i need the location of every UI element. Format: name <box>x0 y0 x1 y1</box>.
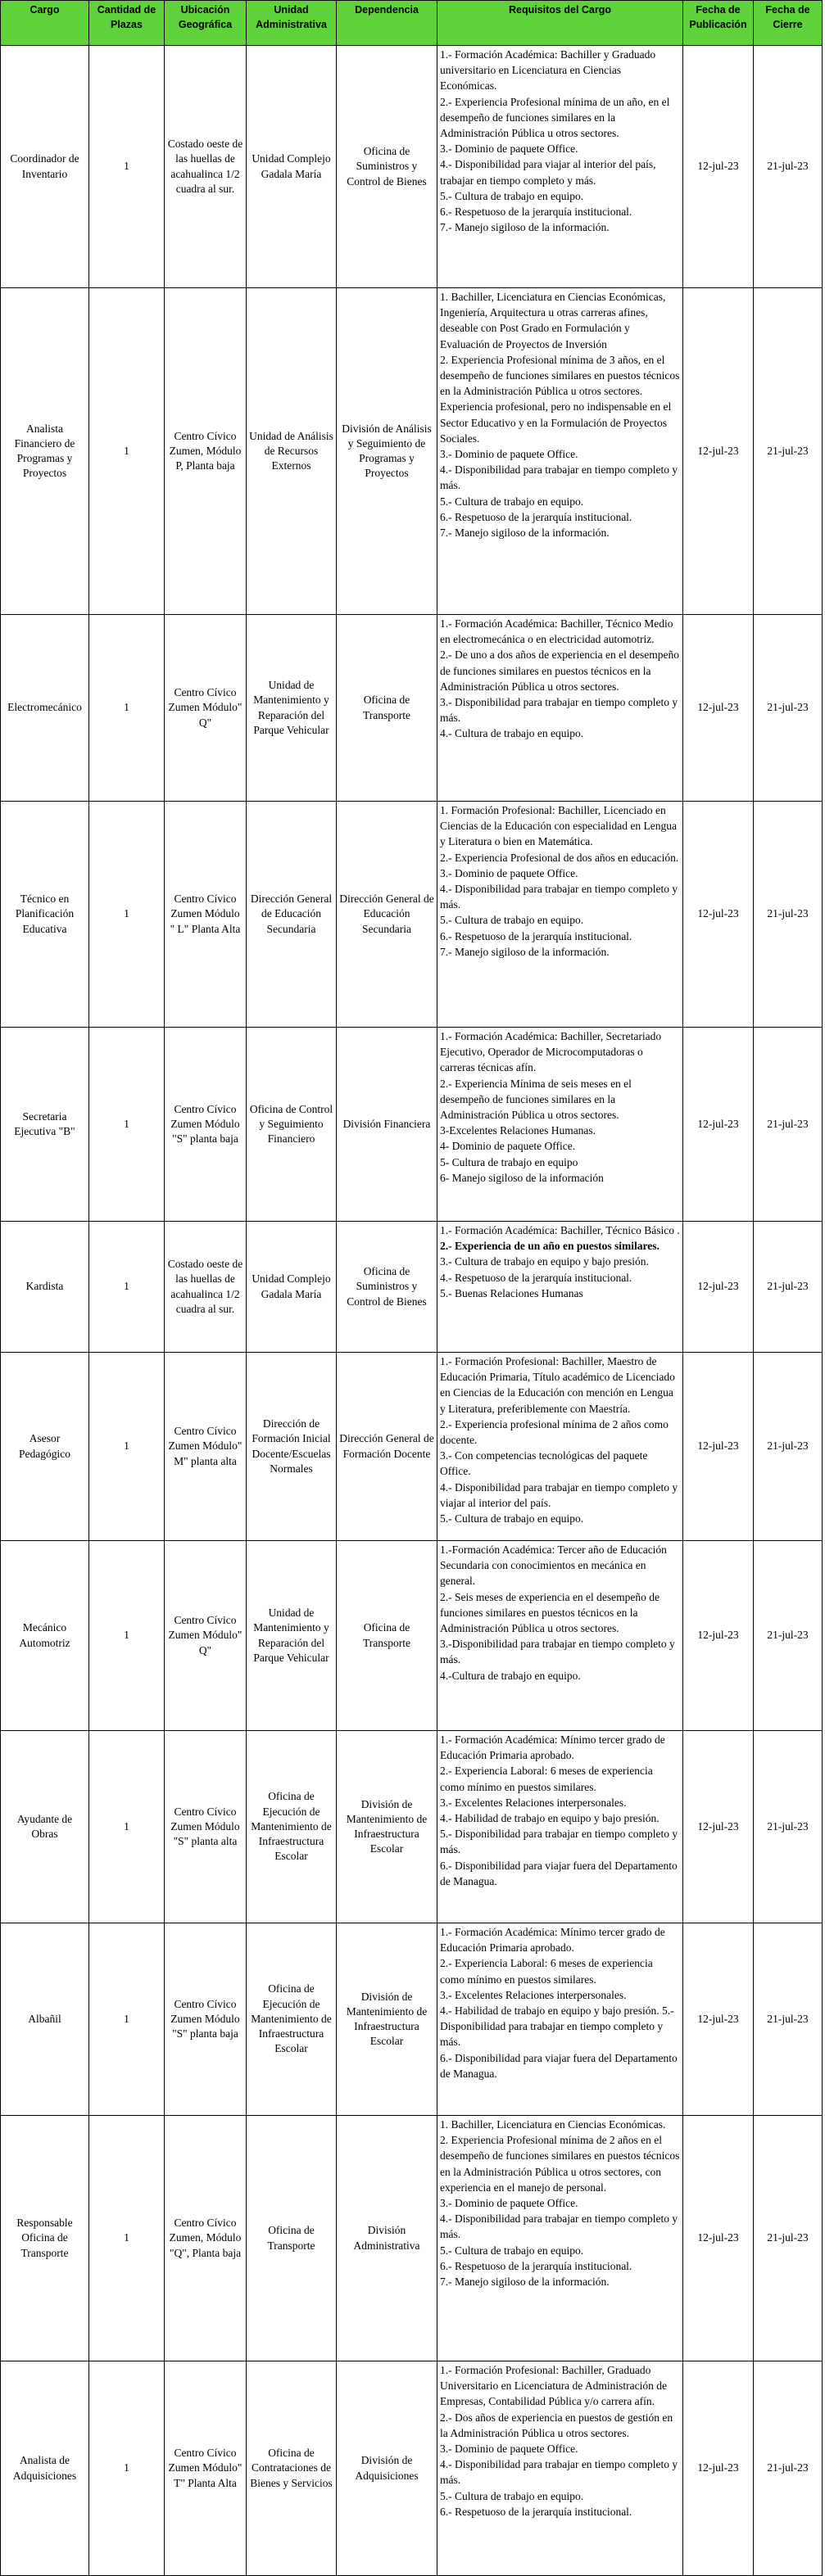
fecha-publicacion-cell: 12-jul-23 <box>683 802 754 1028</box>
fecha-publicacion-cell: 12-jul-23 <box>683 1541 754 1731</box>
requisito-item: 7.- Manejo sigiloso de la información. <box>440 221 610 234</box>
cargo-cell: Secretaria Ejecutiva "B" <box>1 1028 89 1222</box>
plazas-cell: 1 <box>89 615 165 802</box>
plazas-cell: 1 <box>89 1353 165 1541</box>
fecha-cierre-cell: 21-jul-23 <box>754 1222 823 1353</box>
requisitos-cell <box>437 1222 683 1353</box>
dependencia-cell: División de Adquisiciones <box>337 2361 437 2576</box>
fecha-cierre-cell: 21-jul-23 <box>754 288 823 615</box>
ubicacion-cell: Centro Cívico Zumen, Módulo P, Planta baja <box>165 288 247 615</box>
ubicacion-cell: Centro Cívico Zumen Módulo" M" planta alta <box>165 1353 247 1541</box>
dependencia-cell: Dirección General de Formación Docente <box>337 1353 437 1541</box>
requisito-item: 4- Dominio de paquete Office. <box>440 1140 576 1153</box>
fecha-cierre-cell: 21-jul-23 <box>754 802 823 1028</box>
ubicacion-cell: Centro Cívico Zumen Módulo " L" Planta Alta <box>165 802 247 1028</box>
cargo-cell: Analista Financiero de Programas y Proyectos <box>1 288 89 615</box>
cargo-cell: Electromecánico <box>1 615 89 802</box>
requisito-item: 4.- Disponibilidad para trabajar en tiempo completo y viajar al interior del país. <box>440 1480 678 1509</box>
fecha-publicacion-cell: 12-jul-23 <box>683 46 754 288</box>
fecha-cierre-cell: 21-jul-23 <box>754 46 823 288</box>
dependencia-cell: Oficina de Transporte <box>337 615 437 802</box>
requisito-item: 1. Formación Profesional: Bachiller, Licenciado en Ciencias de la Educación con especialidad en Lengua y Literatura o bien en Matemática. <box>440 804 677 848</box>
requisito-item: 3.- Excelentes Relaciones interpersonales. <box>440 1988 627 2001</box>
unidad-cell: Dirección General de Educación Secundaria <box>247 802 337 1028</box>
requisito-item: 5- Cultura de trabajo en equipo <box>440 1155 578 1168</box>
header-ubicacion: Ubicación Geográfica <box>165 1 247 46</box>
requisito-item: 6- Manejo sigiloso de la información <box>440 1171 604 1184</box>
requisito-item: 3.- Excelentes Relaciones interpersonales. <box>440 1796 627 1809</box>
plazas-cell: 1 <box>89 46 165 288</box>
requisito-item: 5.- Cultura de trabajo en equipo. <box>440 189 584 202</box>
requisitos-cell <box>437 288 683 615</box>
requisitos-cell <box>437 1353 683 1541</box>
unidad-cell: Unidad de Análisis de Recursos Externos <box>247 288 337 615</box>
unidad-cell: Oficina de Control y Seguimiento Financiero <box>247 1028 337 1222</box>
requisito-item: 4.- Disponibilidad para trabajar en tiempo completo y más. <box>440 463 678 492</box>
ubicacion-cell: Costado oeste de las huellas de acahualinca 1/2 cuadra al sur. <box>165 46 247 288</box>
requisito-item: 2.- Experiencia profesional mínima de 2 años como docente. <box>440 1417 669 1447</box>
requisitos-cell <box>437 802 683 1028</box>
table-row <box>1 615 823 802</box>
requisito-item: 2.- Experiencia Laboral: 6 meses de experiencia como mínimo en puestos similares. <box>440 1765 653 1793</box>
table-header <box>1 1 823 46</box>
requisito-item: 3.- Dominio de paquete Office. <box>440 2197 578 2210</box>
requisito-item: 4.- Respetuoso de la jerarquía institucional. <box>440 1271 632 1284</box>
header-row <box>1 1 823 46</box>
fecha-cierre-cell: 21-jul-23 <box>754 1541 823 1731</box>
requisito-item: 1.- Formación Académica: Bachiller y Graduado universitario en Licenciatura en Ciencias Económicas. <box>440 48 656 93</box>
fecha-publicacion-cell: 12-jul-23 <box>683 615 754 802</box>
plazas-cell: 1 <box>89 1731 165 1923</box>
header-dependencia: Dependencia <box>337 1 437 46</box>
dependencia-cell: División de Mantenimiento de Infraestructura Escolar <box>337 1731 437 1923</box>
requisito-item: 2.- Experiencia Profesional de dos años en educación. <box>440 851 679 864</box>
requisito-item: 1. Bachiller, Licenciatura en Ciencias Económicas, Ingeniería, Arquitectura u otras carreras afines, deseable con Post Grado en Formulación y Evaluación de Proyectos de Inversión <box>440 291 666 350</box>
requisito-item: 3.- Disponibilidad para trabajar en tiempo completo y más. <box>440 696 678 725</box>
header-fecha-publicacion: Fecha de Publicación <box>683 1 754 46</box>
fecha-cierre-cell: 21-jul-23 <box>754 1923 823 2116</box>
fecha-publicacion-cell: 12-jul-23 <box>683 1731 754 1923</box>
unidad-cell: Unidad de Mantenimiento y Reparación del Parque Vehicular <box>247 615 337 802</box>
fecha-cierre-cell: 21-jul-23 <box>754 1028 823 1222</box>
requisito-item: 4.- Habilidad de trabajo en equipo y bajo presión. 5.- Disponibilidad para trabajar en tiempo completo y más. <box>440 2004 674 2049</box>
requisito-item: 1. Bachiller, Licenciatura en Ciencias Económicas. <box>440 2118 666 2131</box>
ubicacion-cell: Centro Cívico Zumen Módulo "S" planta baja <box>165 1923 247 2116</box>
requisito-item: 3.- Dominio de paquete Office. <box>440 448 578 461</box>
requisito-item: 4.- Disponibilidad para trabajar en tiempo completo y más. <box>440 2212 678 2241</box>
plazas-cell: 1 <box>89 2361 165 2576</box>
requisitos-cell <box>437 615 683 802</box>
fecha-publicacion-cell: 12-jul-23 <box>683 2116 754 2361</box>
plazas-cell: 1 <box>89 1222 165 1353</box>
table-row <box>1 1923 823 2116</box>
requisito-item: 2. Experiencia Profesional mínima de 2 años en el desempeño de funciones similares en puestos técnicos en la Administración Pública u otros sectores, con experiencia en el manejo de personal. <box>440 2134 680 2194</box>
requisito-item: 4.- Cultura de trabajo en equipo. <box>440 727 584 740</box>
plazas-cell: 1 <box>89 2116 165 2361</box>
table-row <box>1 1353 823 1541</box>
ubicacion-cell: Centro Cívico Zumen Módulo" T" Planta Alta <box>165 2361 247 2576</box>
requisito-item: 2.- Dos años de experiencia en puestos de gestión en la Administración Pública u otros sectores. <box>440 2411 673 2439</box>
dependencia-cell: División Financiera <box>337 1028 437 1222</box>
requisito-item: 4.- Habilidad de trabajo en equipo y bajo presión. <box>440 1812 660 1825</box>
ubicacion-cell: Centro Cívico Zumen Módulo" Q" <box>165 615 247 802</box>
ubicacion-cell: Centro Cívico Zumen Módulo "S" planta alta <box>165 1731 247 1923</box>
requisito-item: 5.- Buenas Relaciones Humanas <box>440 1286 583 1299</box>
plazas-cell: 1 <box>89 802 165 1028</box>
cargo-cell: Responsable Oficina de Transporte <box>1 2116 89 2361</box>
requisito-item: 3.-Disponibilidad para trabajar en tiempo completo y más. <box>440 1638 675 1666</box>
requisito-item: 6.- Respetuoso de la jerarquía institucional. <box>440 206 632 219</box>
plazas-cell: 1 <box>89 1541 165 1731</box>
requisito-item: 5.- Cultura de trabajo en equipo. <box>440 1512 584 1525</box>
fecha-cierre-cell: 21-jul-23 <box>754 1353 823 1541</box>
ubicacion-cell: Centro Cívico Zumen Módulo "S" planta baja <box>165 1028 247 1222</box>
fecha-publicacion-cell: 12-jul-23 <box>683 1353 754 1541</box>
requisito-item: 4.-Cultura de trabajo en equipo. <box>440 1669 581 1682</box>
cargo-cell: Técnico en Planificación Educativa <box>1 802 89 1028</box>
requisito-item: 5.- Cultura de trabajo en equipo. <box>440 914 584 927</box>
ubicacion-cell: Costado oeste de las huellas de acahualinca 1/2 cuadra al sur. <box>165 1222 247 1353</box>
requisito-item: 4.- Disponibilidad para trabajar en tiempo completo y más. <box>440 883 678 911</box>
dependencia-cell: Dirección General de Educación Secundaria <box>337 802 437 1028</box>
header-fecha-cierre: Fecha de Cierre <box>754 1 823 46</box>
table-body <box>1 46 823 2576</box>
table-row <box>1 1028 823 1222</box>
requisitos-cell <box>437 46 683 288</box>
table-row <box>1 46 823 288</box>
requisito-item: 1.- Formación Académica: Mínimo tercer grado de Educación Primaria aprobado. <box>440 1926 665 1955</box>
header-cantidad-plazas: Cantidad de Plazas <box>89 1 165 46</box>
table-row <box>1 2116 823 2361</box>
dependencia-cell: División de Mantenimiento de Infraestructura Escolar <box>337 1923 437 2116</box>
table-row <box>1 1541 823 1731</box>
fecha-publicacion-cell: 12-jul-23 <box>683 1923 754 2116</box>
unidad-cell: Oficina de Transporte <box>247 2116 337 2361</box>
requisito-item: 3.- Dominio de paquete Office. <box>440 2443 578 2456</box>
fecha-cierre-cell: 21-jul-23 <box>754 615 823 802</box>
requisito-item: 2.- Experiencia de un año en puestos similares. <box>440 1240 660 1253</box>
requisito-item: 4.- Disponibilidad para trabajar en tiempo completo y más. <box>440 2458 678 2487</box>
requisitos-cell <box>437 2361 683 2576</box>
dependencia-cell: Oficina de Suministros y Control de Bienes <box>337 46 437 288</box>
requisitos-cell <box>437 1028 683 1222</box>
table-row <box>1 288 823 615</box>
requisito-item: 5.- Disponibilidad para trabajar en tiempo completo y más. <box>440 1828 678 1856</box>
requisito-item: 3-Excelentes Relaciones Humanas. <box>440 1124 596 1137</box>
requisito-item: 6.- Disponibilidad para viajar fuera del Departamento de Managua. <box>440 1859 678 1887</box>
cargo-cell: Mecánico Automotriz <box>1 1541 89 1731</box>
requisito-item: 2.- Seis meses de experiencia en el desempeño de funciones similares en puestos técnicos en la Administración Pública u otros sectores. <box>440 1590 660 1635</box>
table-row <box>1 1731 823 1923</box>
cargo-cell: Coordinador de Inventario <box>1 46 89 288</box>
fecha-publicacion-cell: 12-jul-23 <box>683 288 754 615</box>
requisito-item: 3.- Cultura de trabajo en equipo y bajo presión. <box>440 1255 649 1268</box>
requisito-item: 5.- Cultura de trabajo en equipo. <box>440 2489 584 2502</box>
unidad-cell: Oficina de Ejecución de Mantenimiento de Infraestructura Escolar <box>247 1923 337 2116</box>
unidad-cell: Unidad Complejo Gadala María <box>247 1222 337 1353</box>
dependencia-cell: Oficina de Transporte <box>337 1541 437 1731</box>
requisito-item: 2. Experiencia Profesional mínima de 3 años, en el desempeño de funciones similares en puestos técnicos en la Administración Pública u otros sectores. Experiencia profesional, pero no indispensable en el Sector Educativo y en la Formulación de Proyectos Sociales. <box>440 353 680 445</box>
requisito-item: 1.- Formación Académica: Mínimo tercer grado de Educación Primaria aprobado. <box>440 1733 665 1762</box>
table-row <box>1 1222 823 1353</box>
requisito-item: 2.- Experiencia Profesional mínima de un año, en el desempeño de funciones similares en la Administración Pública u otros sectores. <box>440 95 670 140</box>
dependencia-cell: División de Análisis y Seguimiento de Programas y Proyectos <box>337 288 437 615</box>
requisito-item: 2.- Experiencia Mínima de seis meses en el desempeño de funciones similares en la Administración Pública u otros sectores. <box>440 1077 632 1122</box>
unidad-cell: Oficina de Ejecución de Mantenimiento de Infraestructura Escolar <box>247 1731 337 1923</box>
requisito-item: 2.- De uno a dos años de experiencia en el desempeño de funciones similares en puestos técnicos en la Administración Pública u otros sectores. <box>440 649 680 693</box>
requisito-item: 5.- Cultura de trabajo en equipo. <box>440 2244 584 2257</box>
plazas-cell: 1 <box>89 1923 165 2116</box>
requisito-item: 1.-Formación Académica: Tercer año de Educación Secundaria con conocimientos en mecánica en general. <box>440 1543 667 1588</box>
ubicacion-cell: Centro Cívico Zumen Módulo" Q" <box>165 1541 247 1731</box>
unidad-cell: Dirección de Formación Inicial Docente/Escuelas Normales <box>247 1353 337 1541</box>
unidad-cell: Oficina de Contrataciones de Bienes y Servicios <box>247 2361 337 2576</box>
fecha-publicacion-cell: 12-jul-23 <box>683 2361 754 2576</box>
dependencia-cell: División Administrativa <box>337 2116 437 2361</box>
requisito-item: 6.- Respetuoso de la jerarquía institucional. <box>440 2259 632 2272</box>
requisito-item: 2.- Experiencia Laboral: 6 meses de experiencia como mínimo en puestos similares. <box>440 1957 653 1986</box>
table-row <box>1 2361 823 2576</box>
requisitos-cell <box>437 2116 683 2361</box>
requisito-item: 7.- Manejo sigiloso de la información. <box>440 945 610 958</box>
requisito-item: 7.- Manejo sigiloso de la información. <box>440 2275 610 2289</box>
unidad-cell: Unidad de Mantenimiento y Reparación del Parque Vehicular <box>247 1541 337 1731</box>
cargo-cell: Analista de Adquisiciones <box>1 2361 89 2576</box>
requisito-item: 3.- Dominio de paquete Office. <box>440 866 578 879</box>
requisito-item: 5.- Cultura de trabajo en equipo. <box>440 495 584 508</box>
requisito-item: 1.- Formación Profesional: Bachiller, Maestro de Educación Primaria, Título académico de Licenciado en Ciencias de la Educación con mención en Lengua y Literatura, preferiblemente con Maestría. <box>440 1355 675 1415</box>
requisito-item: 4.- Disponibilidad para viajar al interior del país, trabajar en tiempo completo y más. <box>440 158 656 187</box>
requisitos-cell <box>437 1541 683 1731</box>
cargo-cell: Kardista <box>1 1222 89 1353</box>
requisito-item: 1.- Formación Académica: Bachiller, Técnico Medio en electromecánica o en electricidad automotriz. <box>440 617 673 646</box>
dependencia-cell: Oficina de Suministros y Control de Bienes <box>337 1222 437 1353</box>
plazas-cell: 1 <box>89 288 165 615</box>
plazas-cell: 1 <box>89 1028 165 1222</box>
fecha-publicacion-cell: 12-jul-23 <box>683 1028 754 1222</box>
header-unidad: Unidad Administrativa <box>247 1 337 46</box>
requisito-item: 6.- Respetuoso de la jerarquía institucional. <box>440 2505 632 2518</box>
header-cargo: Cargo <box>1 1 89 46</box>
header-requisitos: Requisitos del Cargo <box>437 1 683 46</box>
cargo-cell: Albañil <box>1 1923 89 2116</box>
ubicacion-cell: Centro Cívico Zumen, Módulo "Q", Planta baja <box>165 2116 247 2361</box>
requisito-item: 1.- Formación Profesional: Bachiller, Graduado Universitario en Licenciatura de Administración de Empresas, Contabilidad Pública y/o carrera afín. <box>440 2364 668 2408</box>
requisito-item: 1.- Formación Académica: Bachiller, Secretariado Ejecutivo, Operador de Microcomputadoras o carreras técnicas afín. <box>440 1030 662 1074</box>
requisito-item: 6.- Respetuoso de la jerarquía institucional. <box>440 510 632 523</box>
cargo-cell: Ayudante de Obras <box>1 1731 89 1923</box>
unidad-cell: Unidad Complejo Gadala María <box>247 46 337 288</box>
requisito-item: 6.- Respetuoso de la jerarquía institucional. <box>440 929 632 942</box>
requisitos-cell <box>437 1923 683 2116</box>
fecha-cierre-cell: 21-jul-23 <box>754 2116 823 2361</box>
requisito-item: 6.- Disponibilidad para viajar fuera del Departamento de Managua. <box>440 2051 678 2080</box>
requisito-item: 3.- Con competencias tecnológicas del paquete Office. <box>440 1449 648 1478</box>
table-row <box>1 802 823 1028</box>
requisitos-cell <box>437 1731 683 1923</box>
cargo-cell: Asesor Pedagógico <box>1 1353 89 1541</box>
requisito-item: 1.- Formación Académica: Bachiller, Técnico Básico . <box>440 1224 680 1236</box>
fecha-cierre-cell: 21-jul-23 <box>754 2361 823 2576</box>
requisito-item: 3.- Dominio de paquete Office. <box>440 142 578 156</box>
fecha-cierre-cell: 21-jul-23 <box>754 1731 823 1923</box>
fecha-publicacion-cell: 12-jul-23 <box>683 1222 754 1353</box>
requisito-item: 7.- Manejo sigiloso de la información. <box>440 526 610 540</box>
